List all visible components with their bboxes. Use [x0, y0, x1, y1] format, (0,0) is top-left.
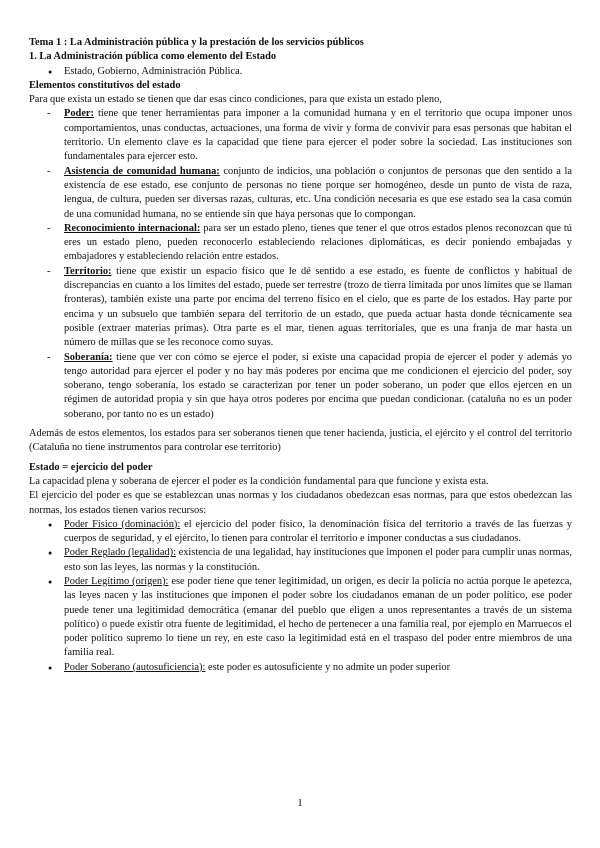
power-list: [29, 518, 572, 675]
paragraph: Para que exista un estado se tienen que dar esas cinco condiciones, para que exista un estado pleno,: [29, 94, 442, 106]
term-label: Territorio:: [64, 265, 112, 277]
term-definition: existencia de una legalidad, hay instituciones que imponen el poder para cumplir unas normas, esto son las leyes, las normas y la constitución.: [64, 547, 573, 573]
page-number: 1: [297, 797, 303, 809]
term-label: Poder Soberano (autosuficiencia):: [64, 661, 206, 673]
section-heading: 1. La Administración pública como elemento del Estado: [29, 51, 277, 63]
term-label: Reconocimiento internacional:: [64, 222, 201, 234]
paragraph: El ejercicio del poder es que se establezcan unas normas y los ciudadanos obedezcan esas normas, para que estos obedezcan las normas, los estados tienen varios recursos:: [29, 490, 572, 516]
document-title: Tema 1 : La Administración pública y la prestación de los servicios públicos: [29, 37, 364, 48]
list-item-territorio: [29, 265, 572, 351]
term-label: Poder Reglado (legalidad):: [64, 547, 176, 559]
list-item-poder: [29, 107, 572, 164]
term-definition: el ejercicio del poder físico, la denominación física del territorio a través de las fuerzas y cuerpos de seguridad, y el ejército, lo tienen para controlar el territorio e imponer conductas a sus ciudadanos.: [64, 518, 572, 545]
paragraph: Además de estos elementos, los estados para ser soberanos tienen que tener hacienda, justicia, el ejército y el control del territorio (Cataluña no tiene instrumentos para controlar ese territorio): [29, 428, 572, 454]
term-label: Poder:: [64, 108, 95, 120]
term-definition: tiene que tener herramientas para imponer a la comunidad humana y en el territorio que ocupa imponer unos comportamientos, unas conductas, actuaciones, una forma de vivir y forma de convivir para esas personas que habitan el territorio. Un elemento clave es la capacidad que tiene para ejercer el poder sobre la sociedad. Las instituciones son fundamentales para ejercer esto.: [64, 108, 572, 163]
list-item-poder-fisico: [29, 518, 572, 547]
term-definition: para ser un estado pleno, tienes que tener el que otros estados plenos reconozcan que tú eres un estado pleno, pueden reconocerlo estableciendo relaciones diplomáticas, es decir poniendo embajadas y embajadores y estableciendo relación entre estados.: [64, 222, 572, 263]
list-item-poder-legitimo: [29, 575, 572, 661]
term-label: Soberanía:: [64, 351, 113, 363]
list-item: ● Estado, Gobierno, Administración Pública.: [29, 65, 572, 79]
subsection-heading: Elementos constitutivos del estado: [29, 79, 181, 91]
term-definition: conjunto de indicios, una población o conjuntos de personas que den sentido a la existencia de ese estado, ese conjunto de personas no tiene porque ser homogéneo, desde un punto de vista de raza, lengua, de cultura, pueden ser diversas razas, culturas, etc. Una condición necesaria es que ese estado sea la casa común de una comunidad humana, no se entiende sin que haya personas que lo compongan.: [64, 165, 572, 220]
list-item-soberania: [29, 351, 572, 422]
term-definition: ese poder tiene que tener legitimidad, un origen, es decir la policía no actúa porque le apetezca, las leyes nacen y las instituciones que imponen el poder sobre los ciudadanos emanan de un poder político, ese poder puede tener una legitimidad democrática (emanar del pueblo que eligen a unos representantes a través de un sistema político) o puede existir otra fuente de legitimidad, el hecho de pertenecer a una familia real, por ejemplo en Marruecos el poder político supremo lo tiene un rey, en este caso la legitimidad está en el traspaso del poder entre miembros de una familia real.: [64, 575, 572, 659]
list-item-poder-soberano: [29, 661, 572, 675]
subsection-heading: Estado = ejercicio del poder: [29, 461, 153, 473]
term-definition: tiene que ver con cómo se ejerce el poder, si existe una capacidad propia de ejercer el poder y además yo tengo autoridad para ejercer el poder y no hay más poderes por encima que me condicionen el ejercicio del poder, soy soberano, tengo soberanía, los estado se caracterizan por tener un poder soberano, un poder que ellos ejercen en un régimen de autoridad propia y sin que haya otros poderes por encima que puedan condicionar. (cataluña no es un poder soberano, por tanto no es un estado): [64, 351, 572, 420]
term-label: Asistencia de comunidad humana:: [64, 165, 220, 177]
section-bullet-list: [29, 65, 572, 79]
term-definition: este poder es autosuficiente y no admite un poder superior: [205, 661, 451, 673]
list-item-poder-reglado: [29, 546, 572, 575]
list-item-reconocimiento: [29, 222, 572, 265]
elements-list: [29, 107, 572, 422]
list-item-comunidad: [29, 165, 572, 222]
term-definition: tiene que existir un espacio físico que le dé sentido a ese estado, es fuente de conflictos y habitual de discrepancias en cuanto a los límites del estado, puede ser terrestre (trozo de tierra limitada por unos límites que se llaman fronteras), también existe una parte por encima del terreno físico en el cielo, que es parte de los estados. Hay parte por encima y un subsuelo que también separa del territorio de un estado, que pueda actuar hasta donde técnicamente sea posible (extraer materias primas). Otra parte es el mar, tienen aguas territoriales, que es una franja de mar hasta un número de millas que se les reconoce como suyas.: [64, 265, 572, 349]
term-label: Poder Físico (dominación):: [64, 518, 181, 530]
paragraph: La capacidad plena y soberana de ejercer el poder es la condición fundamental para que funcione y exista esta.: [29, 475, 489, 487]
term-label: Poder Legítimo (origen):: [64, 575, 169, 587]
page-content: [29, 36, 572, 675]
